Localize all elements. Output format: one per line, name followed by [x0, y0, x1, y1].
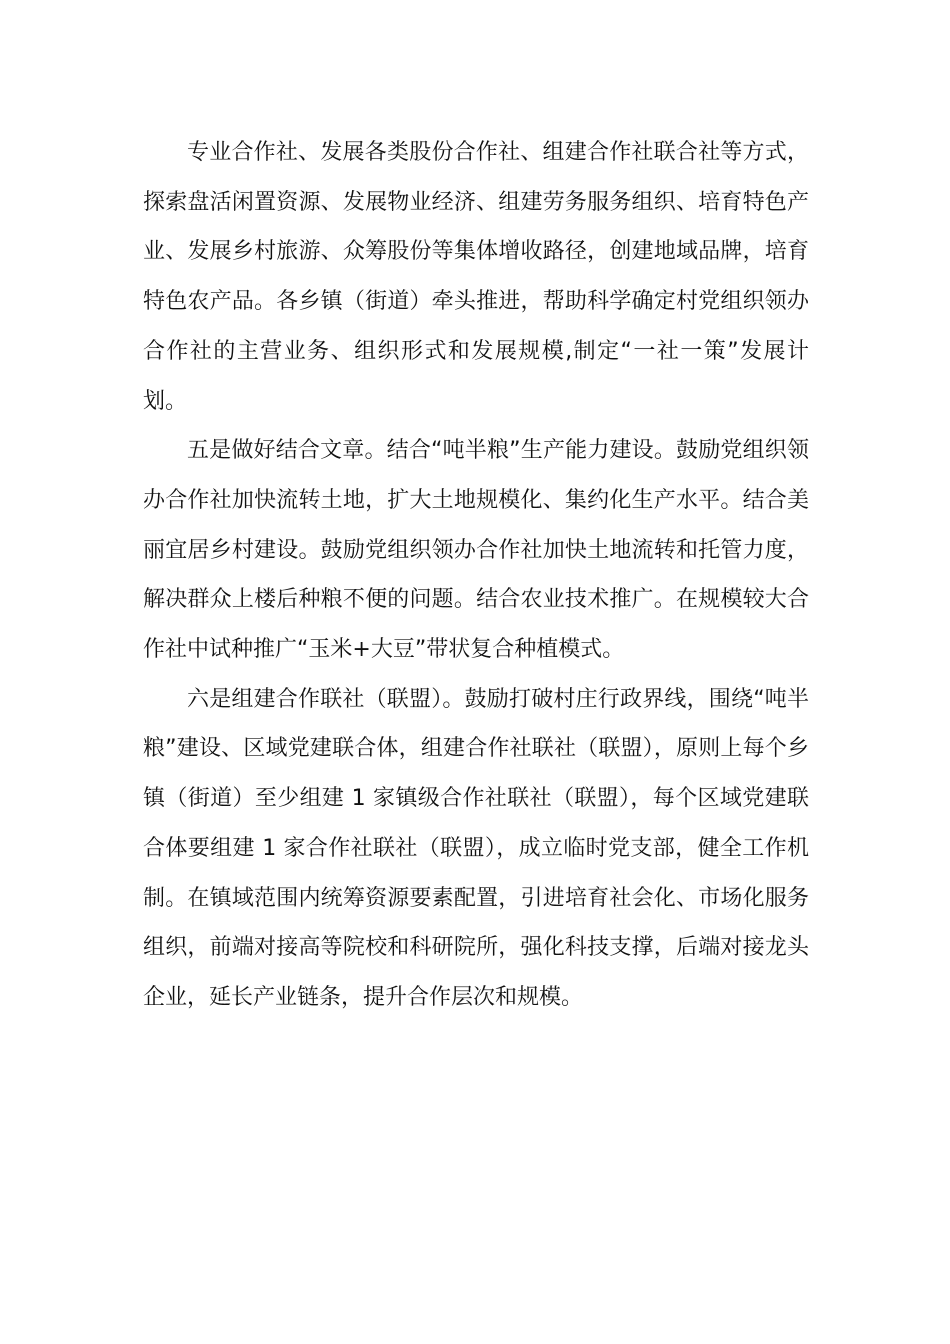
paragraph-cooperative-forms: 专业合作社、发展各类股份合作社、组建合作社联合社等方式，探索盘活闲置资源、发展物业经济、组建劳务服务组织、培育特色产业、发展乡村旅游、众筹股份等集体增收路径，创建地域品牌，培育特色农产品。各乡镇（街道）牵头推进，帮助科学确定村党组织领办合作社的主营业务、组织形式和发展规模,制定“一社一策”发展计划。	[143, 140, 809, 414]
paragraph-cooperative-union: 六是组建合作联社（联盟）。鼓励打破村庄行政界线，围绕“吨半粮”建设、区域党建联合体，组建合作社联社（联盟），原则上每个乡镇（街道）至少组建 1 家镇级合作社联社（联盟），每个区域党建联合体要组建 1 家合作社联社（联盟），成立临时党支部，健全工作机制。在镇域范围内统筹资源要素配置，引进培育社会化、市场化服务组织，前端对接高等院校和科研院所，强化科技支撑，后端对接龙头企业，延长产业链条，提升合作层次和规模。	[143, 686, 809, 1010]
paragraph-integration-article: 五是做好结合文章。结合“吨半粮”生产能力建设。鼓励党组织领办合作社加快流转土地，扩大土地规模化、集约化生产水平。结合美丽宜居乡村建设。鼓励党组织领办合作社加快土地流转和托管力度，解决群众上楼后种粮不便的问题。结合农业技术推广。在规模较大合作社中试种推广“玉米+大豆”带状复合种植模式。	[143, 438, 809, 663]
document-body	[143, 128, 809, 1023]
